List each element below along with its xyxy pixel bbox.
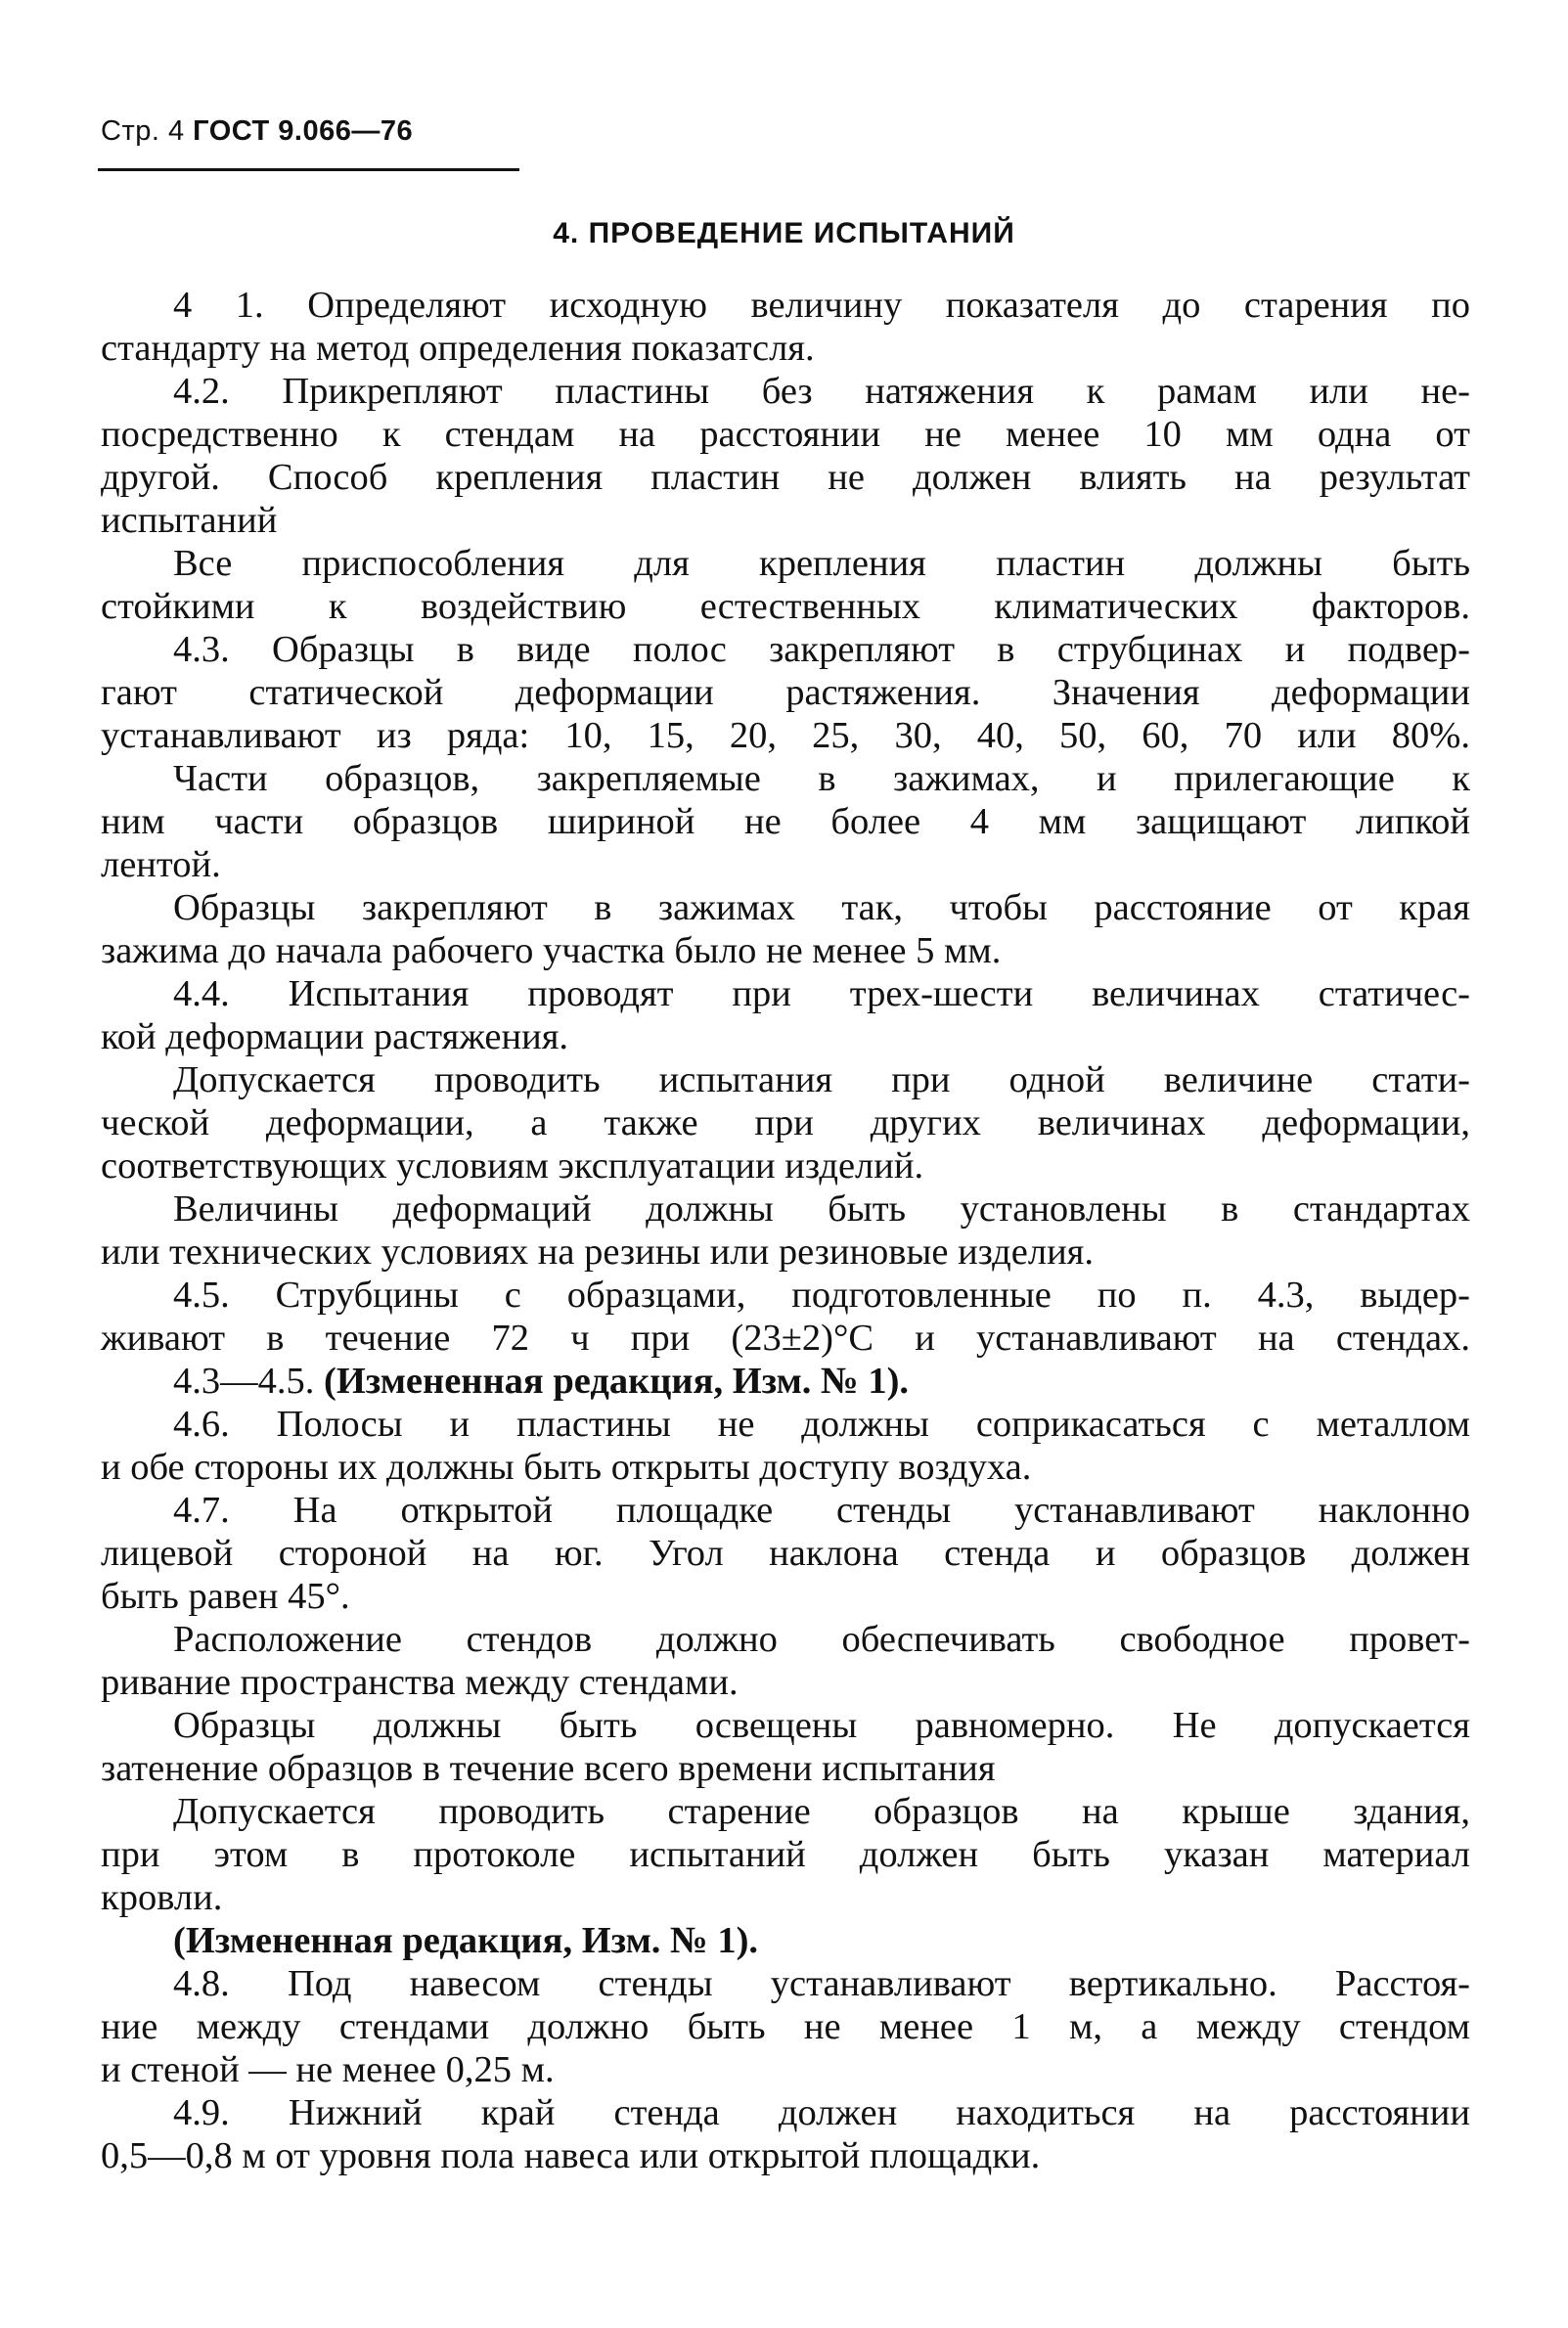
- text-line: лентой.: [101, 844, 221, 885]
- text-line: лицевой стороной на юг. Угол наклона стенда и образцов должен: [101, 1533, 1470, 1574]
- text-line: Части образцов, закрепляемые в зажимах, и прилегающие к: [173, 758, 1470, 799]
- text-line: гают статической деформации растяжения. Значения деформации: [101, 672, 1470, 713]
- standard-designation: ГОСТ 9.066—76: [193, 115, 414, 147]
- amendment-line: [101, 1360, 1470, 1403]
- text-line: затенение образцов в течение всего времени испытания: [101, 1748, 996, 1789]
- text-line: кровли.: [101, 1877, 223, 1918]
- text-line: 4.7. На открытой площадке стенды устанавливают наклонно: [173, 1490, 1470, 1531]
- text-line: 4.8. Под навесом стенды устанавливают вертикально. Расстоя-: [173, 1963, 1470, 2004]
- text-line: кой деформации растяжения.: [101, 1016, 569, 1057]
- text-line: Допускается проводить старение образцов на крыше здания,: [173, 1791, 1470, 1832]
- text-line: Расположение стендов должно обеспечивать свободное провет-: [173, 1619, 1470, 1660]
- text-line: испытаний: [101, 500, 278, 541]
- text-line: Образцы закрепляют в зажимах так, чтобы расстояние от края: [173, 887, 1470, 928]
- text-line: ние между стендами должно быть не менее 1 м, а между стендом: [101, 2006, 1470, 2047]
- text-line: посредственно к стендам на расстоянии не менее 10 мм одна от: [101, 414, 1470, 455]
- text-line: 4 1. Определяют исходную величину показателя до старения по: [173, 285, 1470, 326]
- text-line: Допускается проводить испытания при одной величине стати-: [173, 1059, 1470, 1100]
- text-line: соответствующих условиям эксплуатации изделий.: [101, 1145, 924, 1186]
- page-header: [101, 115, 413, 148]
- text-line: быть равен 45°.: [101, 1576, 350, 1617]
- text-line: 0,5—0,8 м от уровня пола навеса или открытой площадки.: [101, 2135, 1041, 2176]
- text-line: стойкими к воздействию естественных климатических факторов.: [101, 586, 1470, 627]
- amendment-line: (Измененная редакция, Изм. № 1).: [173, 1920, 759, 1961]
- text-line: 4.4. Испытания проводят при трех-шести величинах статичес-: [173, 973, 1470, 1014]
- amendment-note: (Измененная редакция, Изм. № 1).: [324, 1361, 910, 1402]
- text-line: или технических условиях на резины или резиновые изделия.: [101, 1231, 1095, 1273]
- text-line: и стеной — не менее 0,25 м.: [101, 2049, 555, 2090]
- text-line: зажима до начала рабочего участка было не менее 5 мм.: [101, 930, 1002, 971]
- text-line: 4.6. Полосы и пластины не должны соприкасаться с металлом: [173, 1404, 1470, 1445]
- text-line: при этом в протоколе испытаний должен быть указан материал: [101, 1834, 1470, 1875]
- text-line: 4.3. Образцы в виде полос закрепляют в струбцинах и подвер-: [173, 629, 1470, 670]
- text-line: ривание пространства между стендами.: [101, 1662, 739, 1703]
- text-line: ним части образцов шириной не более 4 мм защищают липкой: [101, 801, 1470, 842]
- text-line: Все приспособления для крепления пластин должны быть: [173, 543, 1470, 584]
- page-number-label: Стр. 4: [101, 115, 185, 147]
- text-line: 4.2. Прикрепляют пластины без натяжения к рамам или не-: [173, 371, 1470, 412]
- body-text: [101, 284, 1470, 2177]
- header-rule: [98, 168, 519, 171]
- text-line: 4.5. Струбцины с образцами, подготовленные по п. 4.3, выдер-: [173, 1275, 1470, 1316]
- text-line: 4.9. Нижний край стенда должен находиться на расстоянии: [173, 2092, 1470, 2133]
- text-line: Образцы должны быть освещены равномерно. Не допускается: [173, 1705, 1470, 1746]
- text-line: ческой деформации, а также при других величинах деформации,: [101, 1102, 1470, 1143]
- section-title: 4. ПРОВЕДЕНИЕ ИСПЫТАНИЙ: [553, 217, 1015, 249]
- amendment-ref: 4.3—4.5.: [173, 1361, 324, 1402]
- text-line: устанавливают из ряда: 10, 15, 20, 25, 30, 40, 50, 60, 70 или 80%.: [101, 715, 1470, 756]
- text-line: другой. Способ крепления пластин не должен влиять на результат: [101, 457, 1470, 498]
- text-line: Величины деформаций должны быть установлены в стандартах: [173, 1188, 1470, 1230]
- text-line: живают в течение 72 ч при (23±2)°С и устанавливают на стендах.: [101, 1318, 1470, 1359]
- text-line: и обе стороны их должны быть открыты доступу воздуха.: [101, 1447, 1032, 1488]
- text-line: стандарту на метод определения показатсля.: [101, 328, 815, 369]
